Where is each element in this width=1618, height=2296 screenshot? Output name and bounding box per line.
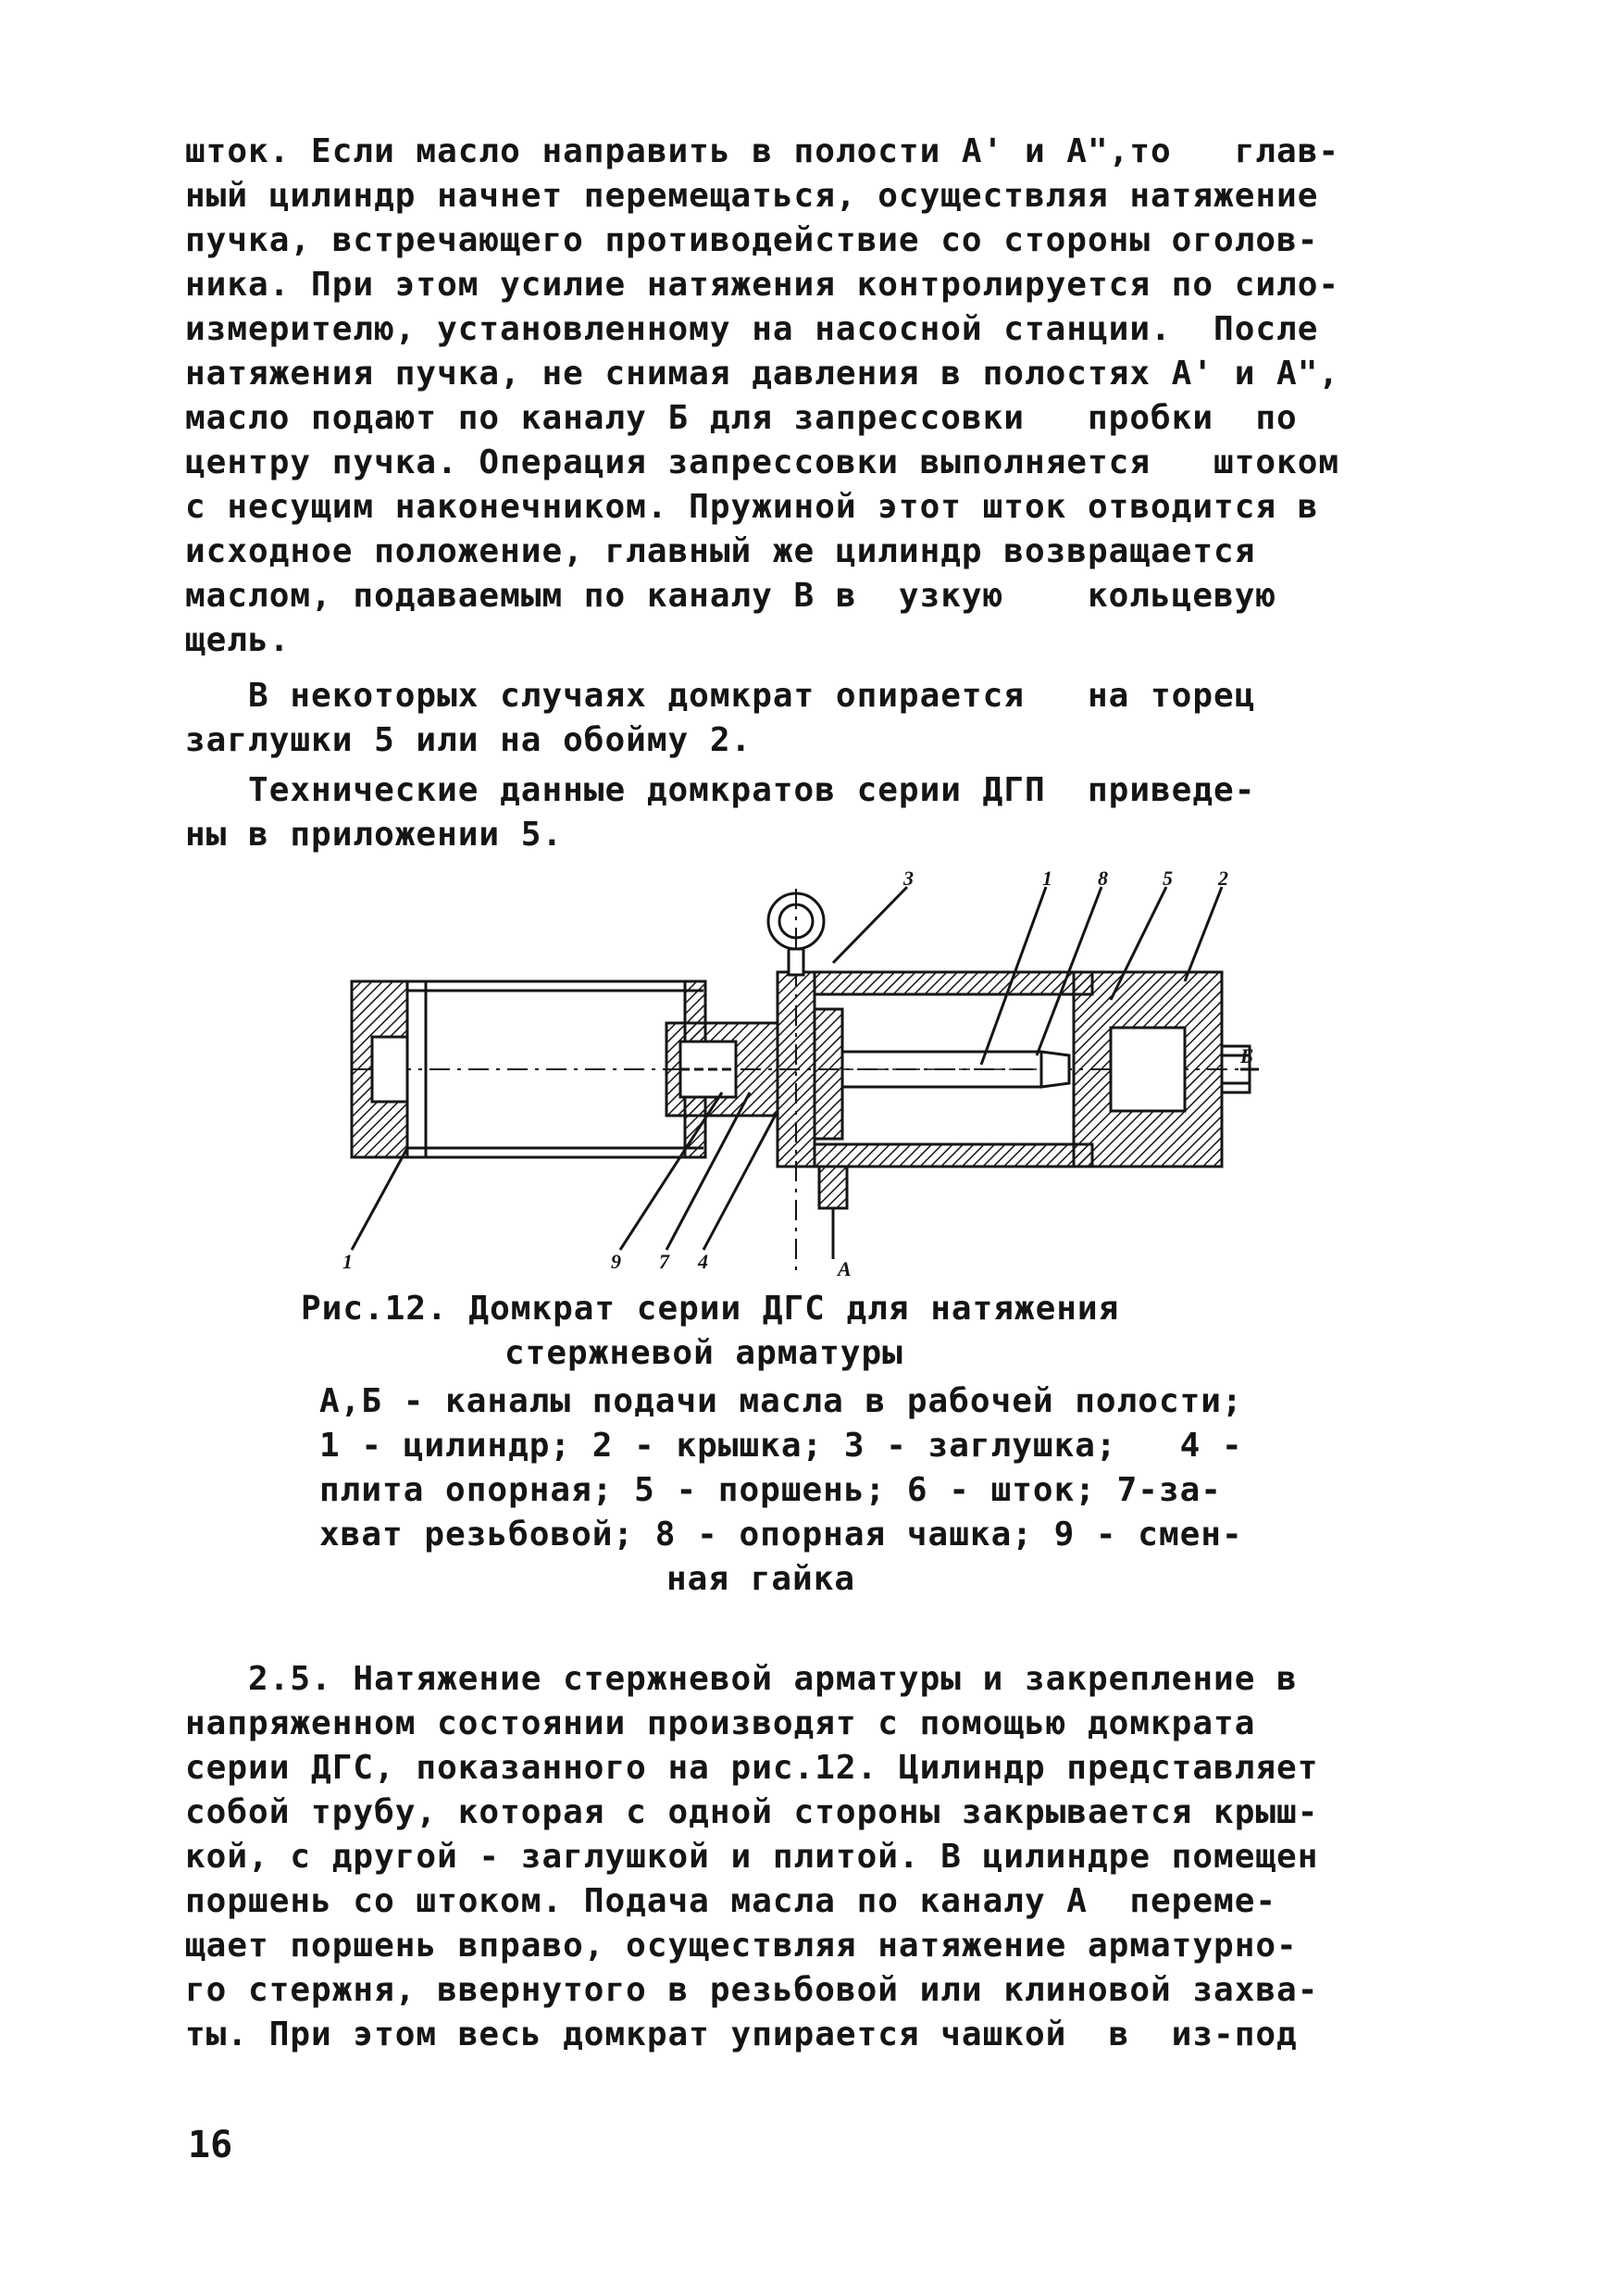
channel-b-label: Б <box>1240 1044 1253 1067</box>
text-line: поршень со штоком. Подача масла по каналу А переме- <box>185 1882 1277 1920</box>
text-line: Технические данные домкратов серии ДГП приведе- <box>185 771 1256 809</box>
caption-legend-line: 1 - цилиндр; 2 - крышка; 3 - заглушка; 4 - <box>319 1427 1243 1465</box>
text-line: пучка, встречающего противодействие со стороны оголов- <box>185 221 1319 259</box>
jack-cross-section-figure <box>315 870 1259 1278</box>
text-line: 2.5. Натяжение стержневой арматуры и закрепление в <box>185 1660 1298 1698</box>
caption-title-line: стержневой арматуры <box>504 1334 903 1372</box>
text-line: масло подают по каналу Б для запрессовки пробки по <box>185 399 1298 437</box>
page-number: 16 <box>188 2124 233 2166</box>
text-line: ты. При этом весь домкрат упирается чашкой в из-под <box>185 2015 1298 2053</box>
caption-legend-line: хват резьбовой; 8 - опорная чашка; 9 - смен- <box>319 1516 1243 1554</box>
callout-3: 3 <box>903 870 914 890</box>
text-line: го стержня, ввернутого в резьбовой или клиновой захва- <box>185 1971 1319 2009</box>
text-line: кой, с другой - заглушкой и плитой. В цилиндре помещен <box>185 1838 1319 1876</box>
text-line: натяжения пучка, не снимая давления в полостях А' и А", <box>185 355 1340 393</box>
callout-7: 7 <box>659 1250 669 1273</box>
text-line: ны в приложении 5. <box>185 816 564 854</box>
text-line: щель. <box>185 621 291 659</box>
callout-1-bottom: 1 <box>342 1250 353 1273</box>
text-line: серии ДГС, показанного на рис.12. Цилиндр представляет <box>185 1749 1319 1787</box>
text-line: с несущим наконечником. Пружиной этот шток отводится в <box>185 488 1319 526</box>
text-line: ный цилиндр начнет перемещаться, осуществляя натяжение <box>185 177 1319 215</box>
text-line: исходное положение, главный же цилиндр возвращается <box>185 532 1256 570</box>
callout-8: 8 <box>1098 870 1108 890</box>
text-line: В некоторых случаях домкрат опирается на торец <box>185 677 1256 715</box>
text-line: щает поршень вправо, осуществляя натяжение арматурно- <box>185 1927 1298 1965</box>
callout-5: 5 <box>1163 870 1173 890</box>
text-line: напряженном состоянии производят с помощью домкрата <box>185 1704 1256 1742</box>
text-line: маслом, подаваемым по каналу В в узкую кольцевую <box>185 577 1277 615</box>
callout-1: 1 <box>1042 870 1052 890</box>
text-line: собой трубу, которая с одной стороны закрывается крыш- <box>185 1793 1319 1831</box>
callout-4: 4 <box>698 1250 708 1273</box>
caption-legend-line: ная гайка <box>666 1560 856 1598</box>
callout-9: 9 <box>611 1250 621 1273</box>
caption-title-line: Рис.12. Домкрат серии ДГС для натяжения <box>301 1290 1120 1328</box>
text-line: центру пучка. Операция запрессовки выполняется штоком <box>185 443 1340 481</box>
callout-2: 2 <box>1218 870 1228 890</box>
text-line: шток. Если масло направить в полости А' и А",то глав- <box>185 132 1340 170</box>
text-line: ника. При этом усилие натяжения контролируется по сило- <box>185 266 1340 304</box>
caption-legend-line: плита опорная; 5 - поршень; 6 - шток; 7-за- <box>319 1471 1222 1509</box>
text-line: измерителю, установленному на насосной станции. После <box>185 310 1319 348</box>
caption-legend-line: А,Б - каналы подачи масла в рабочей полости; <box>319 1382 1243 1420</box>
text-line: заглушки 5 или на обойму 2. <box>185 721 753 759</box>
channel-a-label: А <box>838 1257 852 1278</box>
